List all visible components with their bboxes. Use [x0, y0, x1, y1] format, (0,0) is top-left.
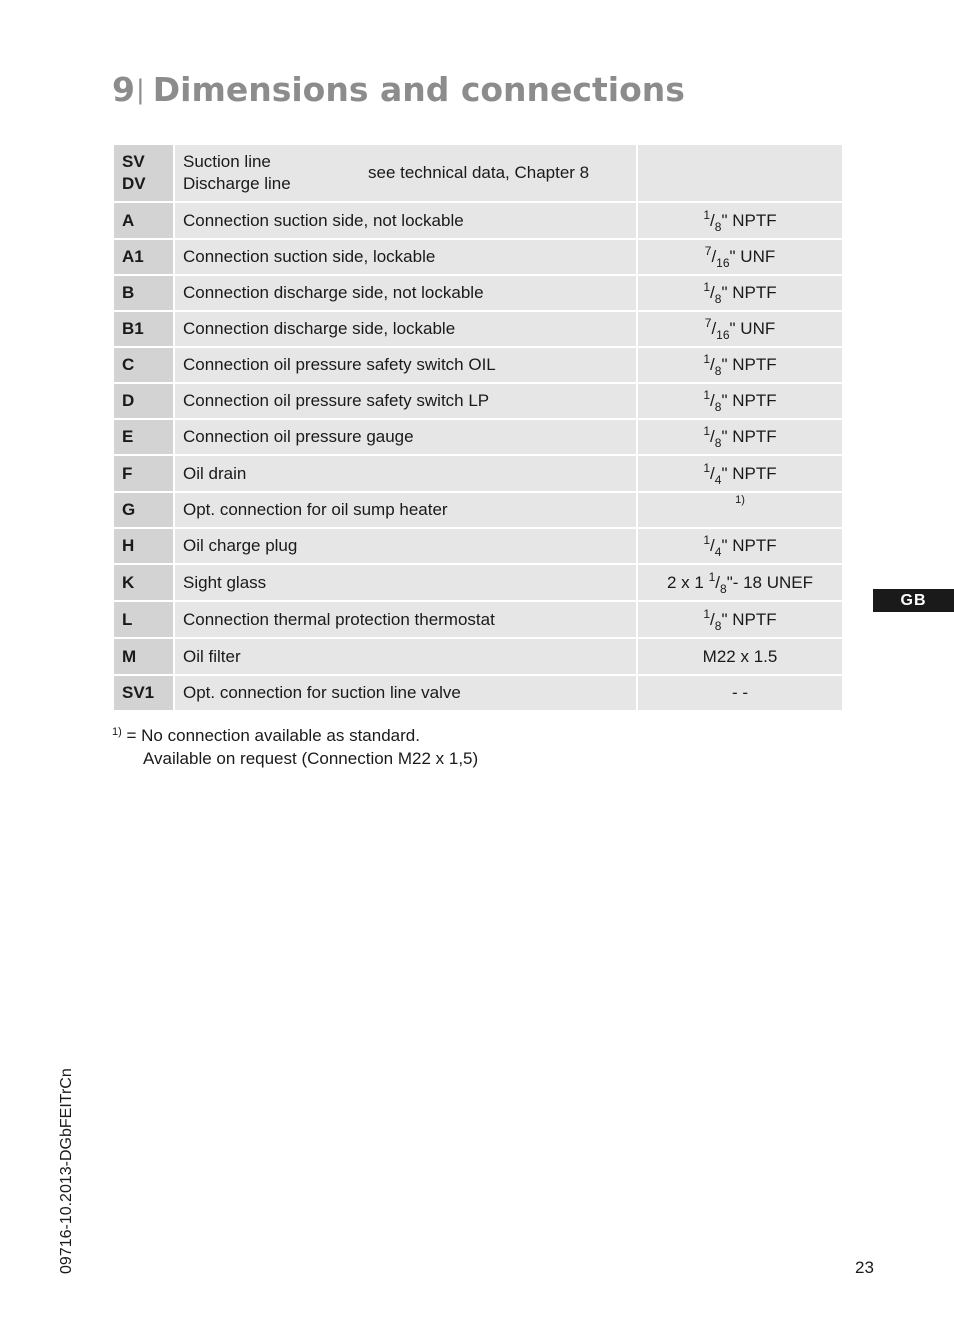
technical-data-reference: see technical data, Chapter 8: [368, 163, 590, 182]
fraction-numerator: 7: [704, 316, 712, 330]
description-cell: [174, 144, 637, 202]
connection-description: Connection suction side, not lockable: [174, 202, 637, 239]
fraction-slash: /: [711, 319, 717, 338]
connection-size: [637, 528, 843, 564]
size-suffix: " NPTF: [721, 536, 777, 555]
fraction-numerator: 1: [703, 388, 711, 402]
size-prefix: 2 x 1: [666, 572, 709, 592]
table-row: [113, 675, 843, 711]
connection-size: [637, 347, 843, 383]
description-discharge-line: Discharge line: [183, 174, 291, 193]
table-row: [113, 455, 843, 492]
fraction-numerator: 1: [703, 533, 711, 547]
connection-description: Opt. connection for suction line valve: [174, 675, 637, 711]
connection-description: Opt. connection for oil sump heater: [174, 492, 637, 528]
table-row: [113, 275, 843, 311]
table-row: [113, 528, 843, 564]
fraction-slash: /: [710, 427, 715, 446]
document-id: 09716-10.2013-DGbFEITrCn: [58, 1068, 75, 1274]
size-suffix: " NPTF: [721, 463, 777, 483]
fraction-denominator: 8: [714, 436, 722, 450]
connection-size: [637, 239, 843, 275]
connection-description: Oil filter: [174, 638, 637, 675]
fraction-denominator: 4: [714, 545, 722, 559]
connection-code: H: [113, 528, 174, 564]
size-suffix: " NPTF: [721, 210, 777, 230]
connection-description: Connection discharge side, lockable: [174, 311, 637, 347]
fraction-slash: /: [711, 247, 717, 266]
table-row: [113, 202, 843, 239]
connection-size: [637, 601, 843, 638]
code-cell: [113, 144, 174, 202]
connection-code: D: [113, 383, 174, 419]
table-row: [113, 492, 843, 528]
connection-description: Connection oil pressure safety switch OIL: [174, 347, 637, 383]
code-dv: DV: [122, 174, 146, 193]
table-row: [113, 419, 843, 455]
connection-code: K: [113, 564, 174, 601]
connection-description: Connection oil pressure safety switch LP: [174, 383, 637, 419]
section-title: Dimensions and connections: [152, 70, 685, 109]
connection-description: Connection thermal protection thermostat: [174, 601, 637, 638]
table-row-sv-dv: [113, 144, 843, 202]
connection-size: [637, 564, 843, 601]
fraction-denominator: 8: [714, 618, 722, 633]
heading-separator: |: [135, 75, 145, 105]
connection-code: F: [113, 455, 174, 492]
size-suffix: " NPTF: [721, 355, 777, 374]
connection-size: [637, 419, 843, 455]
connection-code: G: [113, 492, 174, 528]
connection-description: Connection oil pressure gauge: [174, 419, 637, 455]
fraction-numerator: 7: [704, 244, 712, 258]
fraction-denominator: 8: [714, 292, 722, 306]
fraction-slash: /: [710, 210, 715, 230]
table-row: [113, 383, 843, 419]
footnote-line-2: Available on request (Connection M22 x 1,5): [143, 749, 479, 768]
connection-size: [637, 383, 843, 419]
footnote-reference: 1): [735, 494, 745, 506]
table-row: [113, 564, 843, 601]
connection-code: B: [113, 275, 174, 311]
fraction-denominator: 8: [714, 400, 722, 414]
fraction-numerator: 1: [703, 424, 711, 438]
page-heading: [112, 70, 685, 109]
connection-description: Oil drain: [174, 455, 637, 492]
table-row: [113, 239, 843, 275]
size-suffix: " NPTF: [721, 391, 777, 410]
connection-size: [637, 455, 843, 492]
fraction-slash: /: [715, 572, 720, 592]
language-tab-gb: GB: [873, 589, 954, 612]
fraction-denominator: 16: [716, 256, 730, 270]
connection-code: A1: [113, 239, 174, 275]
section-number: 9: [112, 70, 135, 109]
fraction-numerator: 1: [703, 280, 711, 294]
fraction-numerator: 1: [703, 352, 711, 366]
code-sv: SV: [122, 152, 145, 171]
fraction-numerator: 1: [708, 569, 716, 584]
fraction-numerator: 1: [703, 606, 711, 621]
description-suction-line: Suction line: [183, 152, 271, 171]
connection-description: Oil charge plug: [174, 528, 637, 564]
connection-code: SV1: [113, 675, 174, 711]
size-suffix: " UNF: [729, 247, 776, 266]
fraction-denominator: 8: [720, 581, 727, 596]
fraction-denominator: 16: [716, 328, 730, 342]
connection-code: M: [113, 638, 174, 675]
size-suffix: "- 18 UNEF: [726, 572, 814, 592]
fraction-numerator: 1: [703, 460, 711, 475]
fraction-denominator: 8: [714, 364, 722, 378]
table-row: [113, 311, 843, 347]
size-suffix: " UNF: [729, 319, 776, 338]
table-row: [113, 638, 843, 675]
connection-size: - -: [637, 675, 843, 711]
fraction-denominator: 4: [714, 472, 722, 487]
size-suffix: " NPTF: [721, 609, 777, 629]
connection-size: [637, 275, 843, 311]
connection-code: C: [113, 347, 174, 383]
connection-size: M22 x 1.5: [637, 638, 843, 675]
size-suffix: " NPTF: [721, 283, 777, 302]
footnote-mark: 1): [112, 726, 122, 738]
table-row: [113, 601, 843, 638]
connection-description: Connection discharge side, not lockable: [174, 275, 637, 311]
fraction-slash: /: [710, 391, 715, 410]
fraction-numerator: 1: [703, 207, 711, 222]
footnote-line-1: = No connection available as standard.: [121, 726, 420, 745]
connection-code: A: [113, 202, 174, 239]
table-row: [113, 347, 843, 383]
connection-size: [637, 202, 843, 239]
fraction-slash: /: [710, 609, 715, 629]
connection-code: B1: [113, 311, 174, 347]
page-number: 23: [855, 1258, 874, 1277]
fraction-slash: /: [710, 283, 715, 302]
fraction-slash: /: [710, 463, 715, 483]
connection-description: Connection suction side, lockable: [174, 239, 637, 275]
connection-code: E: [113, 419, 174, 455]
footnote: [112, 721, 478, 770]
connection-description: Sight glass: [174, 564, 637, 601]
value-cell: [637, 144, 843, 202]
connection-code: L: [113, 601, 174, 638]
connections-table: [112, 143, 844, 712]
size-suffix: " NPTF: [721, 427, 777, 446]
fraction-denominator: 8: [714, 219, 722, 234]
connection-size: [637, 311, 843, 347]
connection-size: [637, 492, 843, 528]
fraction-slash: /: [710, 536, 715, 555]
fraction-slash: /: [710, 355, 715, 374]
